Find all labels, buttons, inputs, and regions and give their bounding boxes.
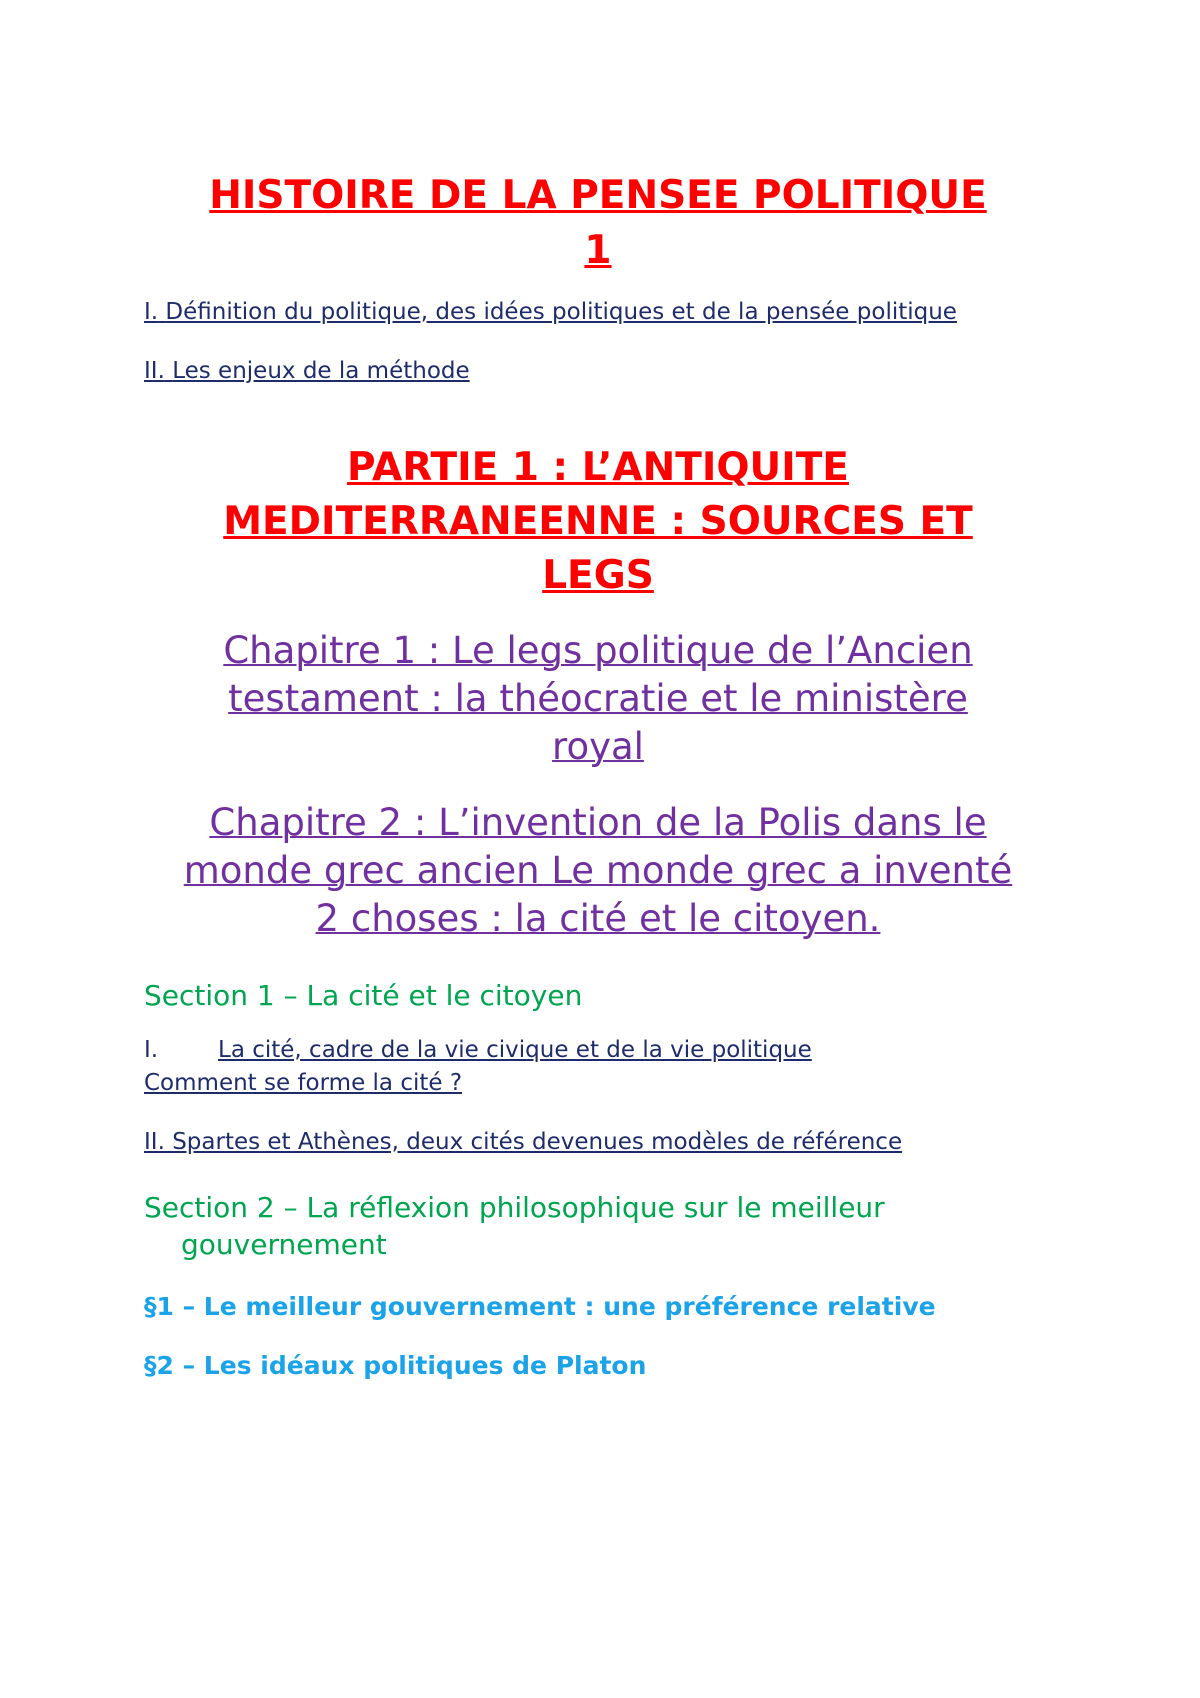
intro-heading-2-number: II. [144, 358, 165, 384]
chapter-1-line-1: Chapitre 1 : Le legs politique de l’Ancien [223, 629, 973, 672]
section-2-paragraph-1: §1 – Le meilleur gouvernement : une préférence relative [144, 1292, 936, 1321]
section-1-item-2: II. Spartes et Athènes, deux cités devenues modèles de référence [144, 1129, 903, 1155]
chapter-1-line-2: testament : la théocratie et le ministère [228, 677, 968, 720]
section-2-title: Section 2 – La réflexion philosophique sur le meilleur gouvernement [144, 1191, 885, 1261]
part-title-line-1: PARTIE 1 : L’ANTIQUITE [347, 445, 849, 490]
chapter-2-line-1: Chapitre 2 : L’invention de la Polis dans le [209, 801, 987, 844]
intro-heading-1 [144, 296, 1052, 329]
section-1-item-1-line-2: Comment se forme la cité ? [144, 1070, 463, 1096]
section-1-item-1-number: I. [144, 1037, 159, 1063]
chapter-1-line-3: royal [552, 725, 644, 768]
intro-heading-2-text: Les enjeux de la méthode [172, 358, 470, 384]
section-1-title: Section 1 – La cité et le citoyen [144, 979, 583, 1012]
part-title-line-2: MEDITERRANEENNE : SOURCES ET [223, 499, 973, 544]
intro-heading-1-text: Définition du politique, des idées politiques et de la pensée politique [165, 299, 957, 325]
document-title [144, 168, 1052, 278]
part-title [144, 441, 1052, 603]
document-body [144, 168, 1052, 1382]
part-title-line-3: LEGS [542, 553, 654, 598]
section-2-paragraph-2: §2 – Les idéaux politiques de Platon [144, 1351, 647, 1380]
intro-heading-1-number: I. [144, 299, 159, 325]
section-1-item-1-line-1: La cité, cadre de la vie civique et de la vie politique [218, 1037, 812, 1063]
intro-heading-2 [144, 355, 1052, 388]
section-1-item-1 [144, 1034, 1052, 1100]
chapter-2-line-2: monde grec ancien Le monde grec a inventé [183, 849, 1013, 892]
chapter-2-line-3: 2 choses : la cité et le citoyen. [315, 897, 881, 940]
chapter-2-title [144, 799, 1052, 943]
document-title-line-2: 1 [584, 228, 612, 273]
chapter-1-title [144, 627, 1052, 771]
document-title-line-1: HISTOIRE DE LA PENSEE POLITIQUE [209, 173, 987, 218]
